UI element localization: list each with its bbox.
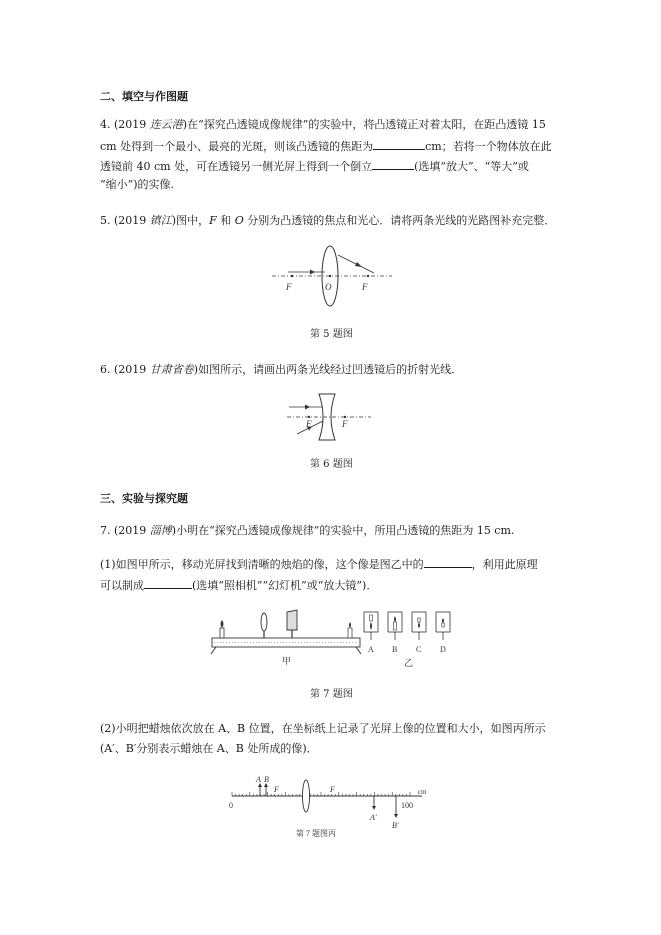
q4-line3	[100, 158, 529, 174]
label-A-img: A′	[370, 813, 377, 822]
q7-p1-line2	[100, 577, 377, 593]
q7-p2-line1: (2)小明把蜡烛依次放在 A、B 位置，在坐标纸上记录了光屏上像的位置和大小，如图丙所示	[100, 722, 546, 735]
small-candle-aside	[348, 628, 352, 638]
q5-line1	[100, 214, 555, 228]
q5-ray-2-arrow	[355, 262, 362, 267]
bing-zero: 0	[229, 801, 233, 810]
q7-p1-line1	[100, 556, 538, 572]
bench-leg-left	[211, 647, 216, 654]
q4-blank-2[interactable]	[372, 158, 414, 170]
bing-hundred: 100	[401, 801, 413, 810]
label-B: B	[264, 775, 269, 784]
q5-point-F-right	[367, 275, 369, 277]
q4-line1-text: )在“探究凸透镜成像规律”的实验中，将凸透镜正对着太阳，在距凸透镜 15	[182, 118, 546, 131]
label-A: A	[256, 775, 261, 784]
q6-label-F-right: F	[342, 419, 348, 429]
q5-number: 5. (2019	[100, 214, 150, 227]
q4-source: 连云港	[149, 118, 183, 131]
section-title-experiment: 三、实验与探究题	[100, 492, 188, 505]
q6-caption: 第 6 题图	[310, 459, 353, 470]
q7-p2-line2: (A′、B′分别表示蜡烛在 A、B 处所成的像)．	[100, 742, 318, 755]
label-F-right: F	[330, 785, 335, 794]
q5-caption: 第 5 题图	[310, 329, 353, 340]
q4-number: 4. (2019	[100, 118, 150, 131]
q7-blank-2[interactable]	[144, 577, 192, 589]
q7-caption-1: 第 7 题图	[310, 689, 353, 700]
bing-lens	[303, 780, 310, 812]
fig-yi-label: 乙	[404, 658, 414, 668]
q5-ray-1-arrow	[310, 270, 315, 275]
q5-point-F-left	[291, 275, 293, 277]
q7-blank-1[interactable]	[424, 556, 472, 568]
q5-label-F-right: F	[362, 282, 368, 292]
q7-figure-yi	[360, 608, 460, 670]
option-B-image	[388, 612, 402, 632]
q5-point-O	[329, 275, 331, 277]
q5-source: 镇江	[149, 214, 172, 227]
q5-label-F-left: F	[286, 282, 292, 292]
q6-source: 甘肃省卷	[149, 363, 194, 376]
option-C-image	[412, 612, 426, 632]
q4-line3-text-b: (选填“放大”、“等大”或	[414, 160, 529, 173]
q6-ray-1-arrow	[305, 405, 310, 410]
q7-p1-line2-text-b: (选填“照相机”“幻灯机”或“放大镜”)．	[192, 579, 378, 592]
q4-blank-1[interactable]	[373, 138, 425, 150]
q5-text-b: )图中，	[171, 214, 210, 227]
q7-figure-jia	[208, 608, 368, 668]
q7-figure-bing	[226, 770, 446, 840]
q5-O: O	[234, 214, 244, 227]
fig-jia-label: 甲	[282, 656, 292, 666]
q5-text-d: 分别为凸透镜的焦点和光心．请将两条光线的光路图补充完整．	[243, 214, 556, 227]
bing-caption: 第 7 题图丙	[296, 829, 336, 838]
q6-point-F-left	[308, 416, 310, 418]
q4-line3-text-a: 透镜前 40 cm 处，可在透镜另一侧光屏上得到一个倒立	[100, 160, 373, 173]
q4-line2-text-a: cm 处得到一个最小、最亮的光斑，则该凸透镜的焦距为	[100, 140, 374, 153]
section-title-fill: 二、填空与作图题	[100, 90, 188, 103]
q7-line1	[100, 524, 514, 538]
q7-number: 7. (2019	[100, 524, 150, 537]
q7-p1-text-a: (1)如图甲所示，移动光屏找到清晰的烛焰的像，这个像是图乙中的	[100, 558, 424, 571]
q7-source: 淄博	[149, 524, 172, 537]
label-F-left: F	[274, 785, 279, 794]
option-D-label: D	[440, 645, 446, 654]
option-A-label: A	[368, 645, 374, 654]
q5-figure	[270, 240, 400, 310]
q6-line1	[100, 363, 462, 377]
label-B-img: B′	[392, 821, 399, 830]
light-screen	[287, 610, 297, 630]
q7-p1-text-b: ，利用此原理	[471, 558, 538, 571]
option-B-label: B	[392, 645, 398, 654]
q6-point-F-right	[344, 416, 346, 418]
q4-line1	[100, 118, 546, 132]
q5-label-O: O	[325, 282, 332, 292]
bing-ticks	[232, 792, 410, 796]
candle	[220, 628, 224, 638]
q4-line4: “缩小”)的实像.	[100, 178, 175, 191]
q5-text-c: 和	[216, 214, 235, 227]
lens	[261, 613, 267, 631]
option-A-image	[364, 612, 378, 632]
candle-flame	[221, 620, 224, 628]
option-D-image	[436, 612, 450, 632]
q6-figure	[285, 390, 375, 442]
q7-p1-line2-text-a: 可以制成	[100, 579, 144, 592]
q7-text-b: )小明在“探究凸透镜成像规律”的实验中，所用凸透镜的焦距为 15 cm.	[171, 524, 515, 537]
q6-label-F-left: F	[306, 419, 312, 429]
small-flame	[349, 622, 351, 628]
bing-unit: cm	[418, 788, 427, 796]
option-C-label: C	[416, 645, 422, 654]
q4-line2	[100, 138, 552, 154]
q5-F: F	[209, 214, 217, 227]
q6-number: 6. (2019	[100, 363, 150, 376]
q4-line2-text-b: cm；若将一个物体放在此	[425, 140, 552, 153]
q6-text-b: )如图所示，请画出两条光线经过凹透镜后的折射光线．	[193, 363, 463, 376]
